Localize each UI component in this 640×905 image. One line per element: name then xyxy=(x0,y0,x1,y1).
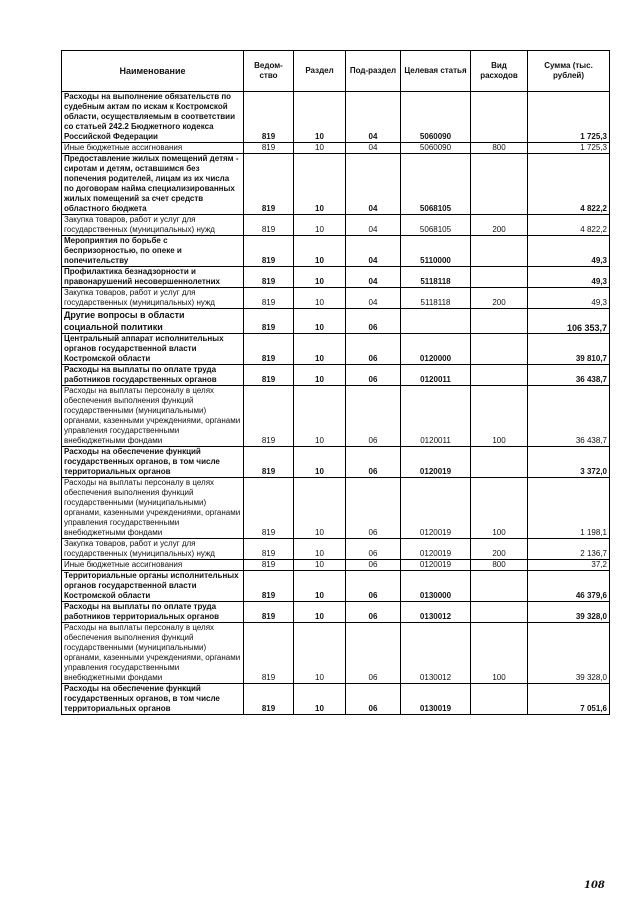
cell-razdel: 10 xyxy=(294,386,346,447)
cell-summa: 39 810,7 xyxy=(528,334,610,365)
cell-vid xyxy=(471,267,528,288)
cell-celevaya: 5118118 xyxy=(401,267,471,288)
cell-ved: 819 xyxy=(244,288,294,309)
cell-ved: 819 xyxy=(244,92,294,143)
cell-podrazdel: 04 xyxy=(346,92,401,143)
header-ved: Ведом-ство xyxy=(244,51,294,92)
cell-ved: 819 xyxy=(244,309,294,334)
cell-razdel: 10 xyxy=(294,560,346,571)
cell-summa: 49,3 xyxy=(528,267,610,288)
header-row xyxy=(62,51,610,92)
cell-vid xyxy=(471,365,528,386)
table-row xyxy=(62,267,610,288)
cell-vid: 200 xyxy=(471,215,528,236)
cell-name: Территориальные органы исполнительных органов государственной власти Костромской области xyxy=(62,571,244,602)
cell-podrazdel: 06 xyxy=(346,365,401,386)
cell-celevaya: 5068105 xyxy=(401,154,471,215)
cell-celevaya: 5118118 xyxy=(401,288,471,309)
cell-razdel: 10 xyxy=(294,478,346,539)
cell-razdel: 10 xyxy=(294,602,346,623)
cell-vid: 200 xyxy=(471,539,528,560)
header-celevaya: Целевая статья xyxy=(401,51,471,92)
cell-name: Расходы на обеспечение функций государственных органов, в том числе территориальных органов xyxy=(62,447,244,478)
cell-razdel: 10 xyxy=(294,236,346,267)
cell-razdel: 10 xyxy=(294,365,346,386)
cell-summa: 4 822,2 xyxy=(528,154,610,215)
cell-podrazdel: 06 xyxy=(346,309,401,334)
cell-vid: 200 xyxy=(471,288,528,309)
cell-ved: 819 xyxy=(244,602,294,623)
header-razdel: Раздел xyxy=(294,51,346,92)
table-row xyxy=(62,602,610,623)
cell-celevaya: 5068105 xyxy=(401,215,471,236)
cell-vid xyxy=(471,92,528,143)
cell-razdel: 10 xyxy=(294,267,346,288)
page-mark: 108 xyxy=(584,880,605,891)
cell-summa: 49,3 xyxy=(528,288,610,309)
cell-vid xyxy=(471,236,528,267)
cell-ved: 819 xyxy=(244,478,294,539)
cell-vid xyxy=(471,602,528,623)
cell-podrazdel: 06 xyxy=(346,386,401,447)
cell-celevaya: 0120011 xyxy=(401,365,471,386)
cell-vid: 100 xyxy=(471,623,528,684)
table-row xyxy=(62,623,610,684)
cell-name: Расходы на выплаты персоналу в целях обеспечения выполнения функций государственными (муниципальными) органами, казенными учреждениями, органами управления государственными внебюджетными фондами xyxy=(62,386,244,447)
cell-vid xyxy=(471,447,528,478)
cell-name: Профилактика безнадзорности и правонарушений несовершеннолетних xyxy=(62,267,244,288)
cell-name: Иные бюджетные ассигнования xyxy=(62,143,244,154)
cell-celevaya: 0130012 xyxy=(401,623,471,684)
cell-razdel: 10 xyxy=(294,623,346,684)
cell-celevaya: 0130000 xyxy=(401,571,471,602)
cell-name: Предоставление жилых помещений детям - сиротам и детям, оставшимся без попечения родителей, лицам из их числа по договорам найма специализированных жилых помещений за счет средств областного бюджета xyxy=(62,154,244,215)
cell-summa: 36 438,7 xyxy=(528,365,610,386)
cell-podrazdel: 06 xyxy=(346,447,401,478)
table-row xyxy=(62,288,610,309)
cell-celevaya: 5060090 xyxy=(401,143,471,154)
cell-razdel: 10 xyxy=(294,684,346,715)
table-row xyxy=(62,365,610,386)
cell-name: Закупка товаров, работ и услуг для государственных (муниципальных) нужд xyxy=(62,539,244,560)
cell-vid xyxy=(471,309,528,334)
cell-summa: 7 051,6 xyxy=(528,684,610,715)
cell-podrazdel: 04 xyxy=(346,143,401,154)
cell-name: Расходы на обеспечение функций государственных органов, в том числе территориальных органов xyxy=(62,684,244,715)
table-row xyxy=(62,143,610,154)
cell-celevaya: 0130019 xyxy=(401,684,471,715)
cell-podrazdel: 06 xyxy=(346,602,401,623)
cell-summa: 37,2 xyxy=(528,560,610,571)
cell-name: Расходы на выплаты персоналу в целях обеспечения выполнения функций государственными (муниципальными) органами, казенными учреждениями, органами управления государственными внебюджетными фондами xyxy=(62,623,244,684)
cell-razdel: 10 xyxy=(294,215,346,236)
cell-vid: 100 xyxy=(471,386,528,447)
table-row xyxy=(62,309,610,334)
cell-celevaya xyxy=(401,309,471,334)
cell-ved: 819 xyxy=(244,571,294,602)
cell-name: Расходы на выполнение обязательств по судебным актам по искам к Костромской области, осуществляемым в соответствии со статьей 242.2 Бюджетного кодекса Российской Федерации xyxy=(62,92,244,143)
cell-summa: 2 136,7 xyxy=(528,539,610,560)
cell-ved: 819 xyxy=(244,154,294,215)
cell-podrazdel: 06 xyxy=(346,478,401,539)
cell-vid xyxy=(471,154,528,215)
table-body xyxy=(62,92,610,715)
cell-podrazdel: 04 xyxy=(346,236,401,267)
cell-summa: 49,3 xyxy=(528,236,610,267)
cell-razdel: 10 xyxy=(294,309,346,334)
cell-summa: 1 725,3 xyxy=(528,143,610,154)
cell-name: Центральный аппарат исполнительных органов государственной власти Костромской области xyxy=(62,334,244,365)
cell-vid xyxy=(471,684,528,715)
cell-name: Расходы на выплаты персоналу в целях обеспечения выполнения функций государственными (муниципальными) органами, казенными учреждениями, органами управления государственными внебюджетными фондами xyxy=(62,478,244,539)
cell-celevaya: 0120019 xyxy=(401,560,471,571)
cell-name: Закупка товаров, работ и услуг для государственных (муниципальных) нужд xyxy=(62,288,244,309)
cell-name: Иные бюджетные ассигнования xyxy=(62,560,244,571)
cell-summa: 1 198,1 xyxy=(528,478,610,539)
cell-podrazdel: 06 xyxy=(346,571,401,602)
cell-ved: 819 xyxy=(244,143,294,154)
cell-name: Другие вопросы в области социальной политики xyxy=(62,309,244,334)
cell-summa: 106 353,7 xyxy=(528,309,610,334)
cell-celevaya: 0120019 xyxy=(401,478,471,539)
budget-table xyxy=(61,50,610,715)
cell-ved: 819 xyxy=(244,236,294,267)
cell-razdel: 10 xyxy=(294,334,346,365)
cell-razdel: 10 xyxy=(294,447,346,478)
cell-celevaya: 0120019 xyxy=(401,447,471,478)
cell-podrazdel: 06 xyxy=(346,334,401,365)
cell-celevaya: 5060090 xyxy=(401,92,471,143)
cell-podrazdel: 04 xyxy=(346,267,401,288)
cell-ved: 819 xyxy=(244,267,294,288)
cell-summa: 3 372,0 xyxy=(528,447,610,478)
cell-razdel: 10 xyxy=(294,539,346,560)
table-row xyxy=(62,684,610,715)
cell-podrazdel: 06 xyxy=(346,539,401,560)
cell-summa: 36 438,7 xyxy=(528,386,610,447)
table-row xyxy=(62,334,610,365)
table-row xyxy=(62,560,610,571)
table-row xyxy=(62,571,610,602)
header-summa: Сумма (тыс. рублей) xyxy=(528,51,610,92)
cell-summa: 46 379,6 xyxy=(528,571,610,602)
cell-podrazdel: 04 xyxy=(346,154,401,215)
cell-ved: 819 xyxy=(244,560,294,571)
table-row xyxy=(62,154,610,215)
header-podrazdel: Под-раздел xyxy=(346,51,401,92)
cell-podrazdel: 04 xyxy=(346,288,401,309)
cell-name: Закупка товаров, работ и услуг для государственных (муниципальных) нужд xyxy=(62,215,244,236)
cell-ved: 819 xyxy=(244,447,294,478)
cell-ved: 819 xyxy=(244,623,294,684)
cell-podrazdel: 06 xyxy=(346,684,401,715)
cell-name: Расходы на выплаты по оплате труда работников территориальных органов xyxy=(62,602,244,623)
cell-name: Мероприятия по борьбе с беспризорностью, по опеке и попечительству xyxy=(62,236,244,267)
cell-summa: 4 822,2 xyxy=(528,215,610,236)
table-row xyxy=(62,478,610,539)
cell-ved: 819 xyxy=(244,386,294,447)
table-row xyxy=(62,539,610,560)
table-row xyxy=(62,215,610,236)
cell-vid: 100 xyxy=(471,478,528,539)
table-row xyxy=(62,386,610,447)
cell-summa: 1 725,3 xyxy=(528,92,610,143)
cell-razdel: 10 xyxy=(294,92,346,143)
cell-celevaya: 0120011 xyxy=(401,386,471,447)
cell-ved: 819 xyxy=(244,215,294,236)
cell-razdel: 10 xyxy=(294,143,346,154)
header-name: Наименование xyxy=(62,51,244,92)
cell-vid: 800 xyxy=(471,143,528,154)
cell-ved: 819 xyxy=(244,539,294,560)
header-vid: Вид расходов xyxy=(471,51,528,92)
cell-podrazdel: 04 xyxy=(346,215,401,236)
cell-ved: 819 xyxy=(244,684,294,715)
cell-summa: 39 328,0 xyxy=(528,602,610,623)
cell-vid xyxy=(471,571,528,602)
table-row xyxy=(62,236,610,267)
cell-celevaya: 0130012 xyxy=(401,602,471,623)
cell-podrazdel: 06 xyxy=(346,560,401,571)
cell-name: Расходы на выплаты по оплате труда работников государственных органов xyxy=(62,365,244,386)
table-row xyxy=(62,92,610,143)
cell-razdel: 10 xyxy=(294,154,346,215)
cell-celevaya: 0120019 xyxy=(401,539,471,560)
cell-razdel: 10 xyxy=(294,288,346,309)
cell-ved: 819 xyxy=(244,334,294,365)
cell-celevaya: 5110000 xyxy=(401,236,471,267)
cell-razdel: 10 xyxy=(294,571,346,602)
cell-vid: 800 xyxy=(471,560,528,571)
cell-ved: 819 xyxy=(244,365,294,386)
cell-vid xyxy=(471,334,528,365)
cell-podrazdel: 06 xyxy=(346,623,401,684)
cell-celevaya: 0120000 xyxy=(401,334,471,365)
cell-summa: 39 328,0 xyxy=(528,623,610,684)
table-row xyxy=(62,447,610,478)
